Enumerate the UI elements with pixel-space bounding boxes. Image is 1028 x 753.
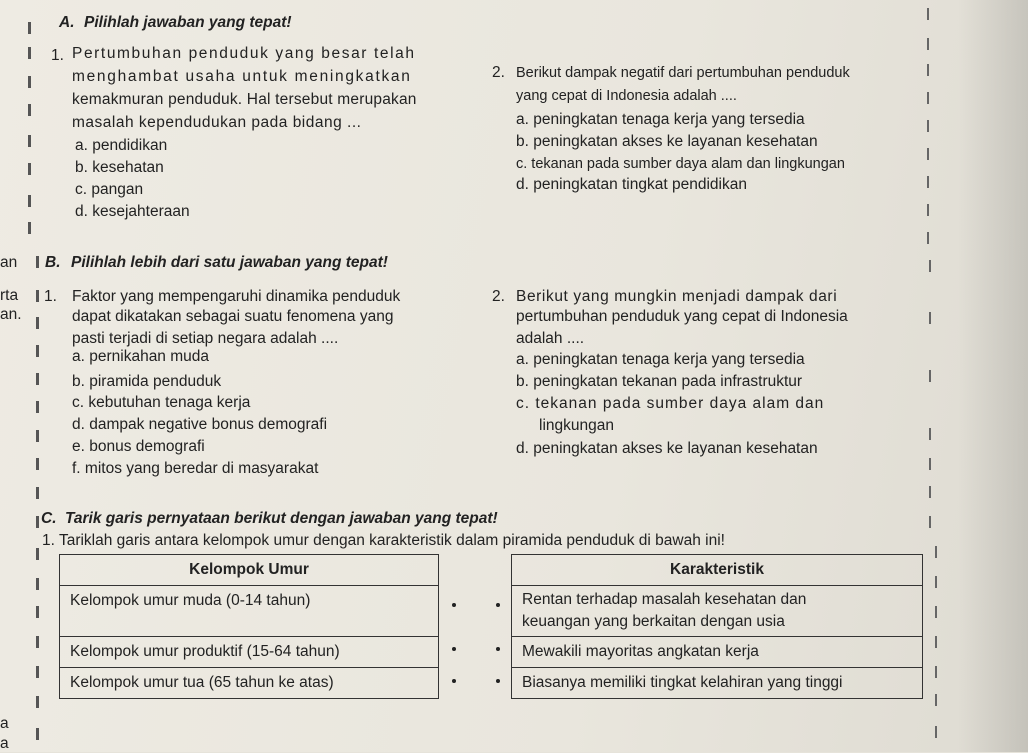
question-text: Berikut dampak negatif dari pertumbuhan penduduk xyxy=(516,65,850,81)
age-group-table xyxy=(59,554,439,699)
binding-mark xyxy=(36,636,39,648)
margin-letter: a xyxy=(0,735,9,752)
binding-mark xyxy=(929,516,931,528)
binding-mark xyxy=(927,8,929,20)
binding-mark xyxy=(36,516,39,528)
binding-mark xyxy=(36,487,39,499)
binding-mark xyxy=(935,576,937,588)
binding-mark xyxy=(935,606,937,618)
question-text: yang cepat di Indonesia adalah .... xyxy=(516,88,737,104)
binding-mark xyxy=(28,195,31,207)
binding-mark xyxy=(36,290,39,302)
answer-option[interactable]: c. tekanan pada sumber daya alam dan xyxy=(516,395,825,412)
binding-mark xyxy=(36,606,39,618)
characteristic-row[interactable] xyxy=(512,586,923,637)
answer-option[interactable]: a. pernikahan muda xyxy=(72,348,210,365)
binding-mark xyxy=(28,47,31,59)
question-text: menghambat usaha untuk meningkatkan xyxy=(72,68,412,85)
binding-mark xyxy=(28,76,31,88)
binding-mark xyxy=(28,222,31,234)
binding-mark xyxy=(929,312,931,324)
binding-mark xyxy=(28,22,31,34)
binding-mark xyxy=(935,636,937,648)
characteristic-text: Rentan terhadap masalah kesehatan dan xyxy=(522,591,807,608)
match-dot-right[interactable] xyxy=(496,647,500,651)
answer-option[interactable]: c. pangan xyxy=(75,181,144,198)
binding-mark xyxy=(36,578,39,590)
binding-mark xyxy=(36,345,39,357)
binding-mark xyxy=(935,694,937,706)
question-text: pertumbuhan penduduk yang cepat di Indonesia xyxy=(516,308,848,325)
characteristic-text: keuangan yang berkaitan dengan usia xyxy=(522,613,785,630)
section-a-letter: A. xyxy=(59,14,75,31)
characteristic-row-line xyxy=(522,589,912,611)
binding-mark xyxy=(929,428,931,440)
answer-option[interactable]: b. peningkatan tekanan pada infrastruktur xyxy=(516,373,803,390)
binding-mark xyxy=(929,370,931,382)
question-text: Berikut yang mungkin menjadi dampak dari xyxy=(516,288,838,305)
binding-mark xyxy=(36,430,39,442)
section-a-title: Pilihlah jawaban yang tepat! xyxy=(84,14,292,31)
binding-mark xyxy=(929,458,931,470)
answer-option[interactable]: f. mitos yang beredar di masyarakat xyxy=(72,460,319,477)
binding-mark xyxy=(929,486,931,498)
age-group-row[interactable]: Kelompok umur muda (0-14 tahun) xyxy=(60,586,439,637)
binding-mark xyxy=(935,666,937,678)
question-text: pasti terjadi di setiap negara adalah .... xyxy=(72,330,339,347)
binding-mark xyxy=(929,260,931,272)
page-shadow xyxy=(958,0,1028,752)
binding-mark xyxy=(28,104,31,116)
answer-option[interactable]: a. pendidikan xyxy=(75,137,168,154)
answer-option[interactable]: b. peningkatan akses ke layanan kesehatan xyxy=(516,133,818,150)
question-text: dapat dikatakan sebagai suatu fenomena yang xyxy=(72,308,394,325)
section-c-letter: C. xyxy=(41,510,57,527)
binding-mark xyxy=(935,726,937,738)
binding-mark xyxy=(28,163,31,175)
binding-mark xyxy=(36,548,39,560)
question-number: 2. xyxy=(492,288,505,305)
answer-option[interactable]: b. kesehatan xyxy=(75,159,164,176)
age-group-row[interactable]: Kelompok umur produktif (15-64 tahun) xyxy=(60,637,439,668)
binding-mark xyxy=(36,458,39,470)
age-group-row[interactable]: Kelompok umur tua (65 tahun ke atas) xyxy=(60,668,439,699)
answer-option[interactable]: a. peningkatan tenaga kerja yang tersedia xyxy=(516,111,805,128)
margin-letter: an xyxy=(0,254,18,271)
binding-mark xyxy=(927,232,929,244)
binding-mark xyxy=(36,317,39,329)
match-dot-right[interactable] xyxy=(496,679,500,683)
section-b-title: Pilihlah lebih dari satu jawaban yang tepat! xyxy=(71,254,388,271)
answer-option[interactable]: c. tekanan pada sumber daya alam dan lingkungan xyxy=(516,156,845,172)
question-text: masalah kependudukan pada bidang ... xyxy=(72,114,362,131)
binding-mark xyxy=(36,666,39,678)
binding-mark xyxy=(36,401,39,413)
answer-option[interactable]: d. kesejahteraan xyxy=(75,203,190,220)
binding-mark xyxy=(36,256,39,268)
question-number: 1. xyxy=(44,288,57,305)
binding-mark xyxy=(927,176,929,188)
binding-mark xyxy=(927,148,929,160)
characteristic-header: Karakteristik xyxy=(512,555,923,586)
section-b-letter: B. xyxy=(45,254,61,271)
answer-option-continued: lingkungan xyxy=(539,417,614,434)
answer-option[interactable]: a. peningkatan tenaga kerja yang tersedia xyxy=(516,351,805,368)
answer-option[interactable]: c. kebutuhan tenaga kerja xyxy=(72,394,251,411)
question-text: Pertumbuhan penduduk yang besar telah xyxy=(72,45,416,62)
margin-letter: a xyxy=(0,715,9,732)
binding-mark xyxy=(927,38,929,50)
answer-option[interactable]: d. peningkatan akses ke layanan kesehatan xyxy=(516,440,818,457)
binding-mark xyxy=(927,120,929,132)
binding-mark xyxy=(36,696,39,708)
question-text: 1. Tariklah garis antara kelompok umur dengan karakteristik dalam piramida penduduk di bawah ini! xyxy=(42,532,725,549)
question-text: kemakmuran penduduk. Hal tersebut merupakan xyxy=(72,91,417,108)
binding-mark xyxy=(28,135,31,147)
answer-option[interactable]: e. bonus demografi xyxy=(72,438,205,455)
characteristic-row[interactable]: Biasanya memiliki tingkat kelahiran yang tinggi xyxy=(512,668,923,699)
characteristic-row[interactable]: Mewakili mayoritas angkatan kerja xyxy=(512,637,923,668)
match-dot-right[interactable] xyxy=(496,603,500,607)
answer-option[interactable]: b. piramida penduduk xyxy=(72,373,222,390)
answer-option[interactable]: d. dampak negative bonus demografi xyxy=(72,416,328,433)
binding-mark xyxy=(36,373,39,385)
section-c-title: Tarik garis pernyataan berikut dengan jawaban yang tepat! xyxy=(65,510,498,527)
binding-mark xyxy=(927,92,929,104)
age-group-header: Kelompok Umur xyxy=(60,555,439,586)
binding-mark xyxy=(927,64,929,76)
match-dot-left[interactable] xyxy=(452,647,456,651)
binding-mark xyxy=(36,728,39,740)
answer-option[interactable]: d. peningkatan tingkat pendidikan xyxy=(516,176,747,193)
match-dot-left[interactable] xyxy=(452,603,456,607)
question-text: Faktor yang mempengaruhi dinamika penduduk xyxy=(72,288,401,305)
binding-mark xyxy=(935,546,937,558)
binding-mark xyxy=(927,204,929,216)
question-number: 1. xyxy=(51,47,64,64)
question-number: 2. xyxy=(492,64,505,81)
margin-letter: rta xyxy=(0,287,19,304)
question-text: adalah .... xyxy=(516,330,585,347)
margin-letter: an. xyxy=(0,306,22,323)
characteristic-table xyxy=(511,554,923,699)
match-dot-left[interactable] xyxy=(452,679,456,683)
